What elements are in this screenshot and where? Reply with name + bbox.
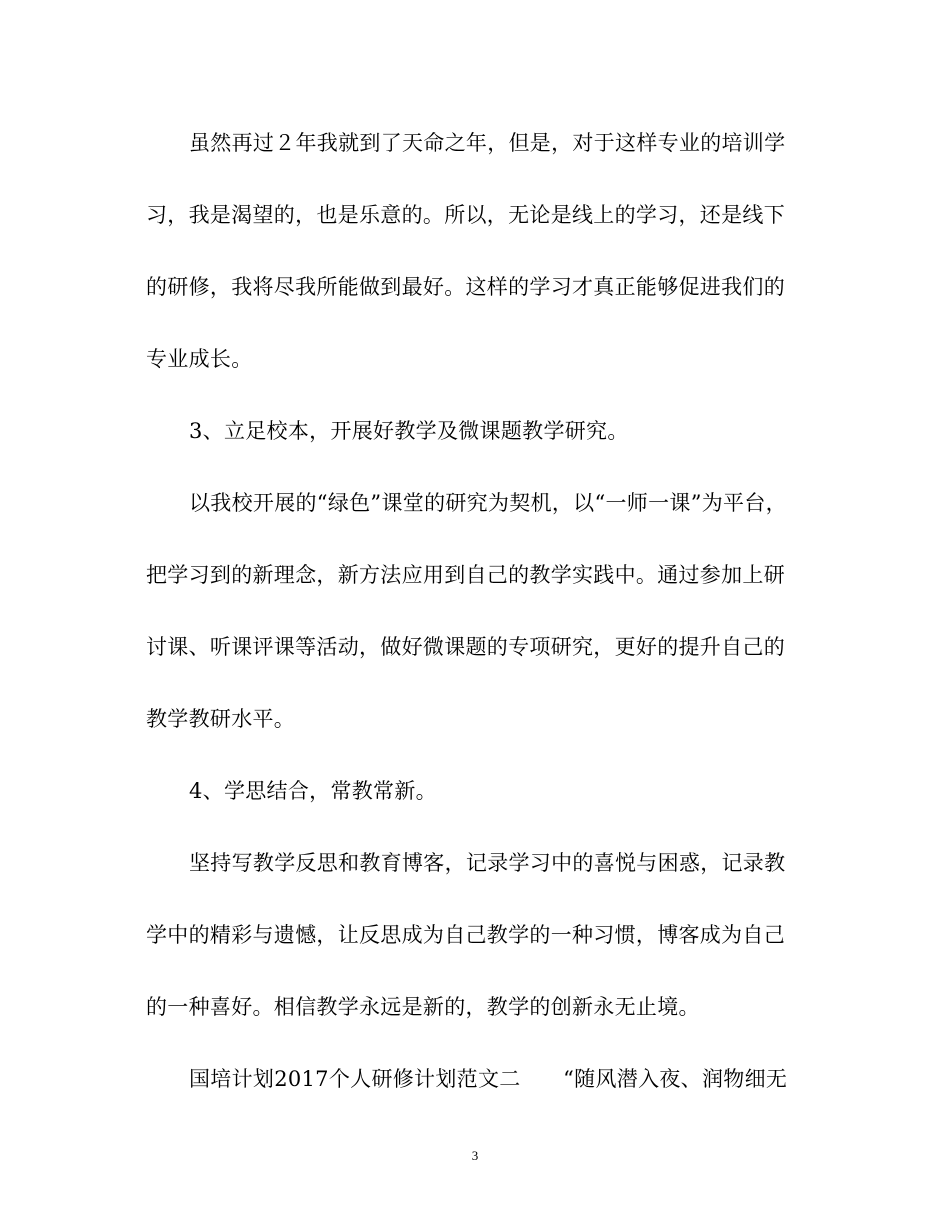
paragraph-line: 专业成长。 [146, 347, 253, 371]
paragraph-line: 坚持写教学反思和教育博客，记录学习中的喜悦与困惑，记录教 [189, 851, 786, 875]
paragraph-line: 教学教研水平。 [146, 707, 296, 731]
page-number: 3 [471, 1148, 479, 1163]
paragraph-line: 把学习到的新理念，新方法应用到自己的教学实践中。通过参加上研 [146, 563, 785, 587]
paragraph-line: 习，我是渴望的，也是乐意的。所以，无论是线上的学习，还是线下 [146, 203, 785, 227]
paragraph-line: 讨课、听课评课等活动，做好微课题的专项研究，更好的提升自己的 [146, 635, 785, 659]
paragraph-line: 以我校开展的“绿色”课堂的研究为契机，以“一师一课”为平台， [189, 491, 787, 515]
paragraph-line: 的一种喜好。相信教学永远是新的，教学的创新永无止境。 [146, 995, 700, 1019]
paragraph-line: 国培计划2017个人研修计划范文二 “随风潜入夜、润物细无 [189, 1067, 788, 1091]
section-heading: 4、学思结合，常教常新。 [189, 779, 437, 803]
section-heading: 3、立足校本，开展好教学及微课题教学研究。 [189, 419, 629, 443]
paragraph-line: 学中的精彩与遗憾，让反思成为自己教学的一种习惯，博客成为自己 [146, 923, 785, 947]
paragraph-line: 的研修，我将尽我所能做到最好。这样的学习才真正能够促进我们的 [146, 275, 785, 299]
paragraph-line: 虽然再过２年我就到了天命之年，但是，对于这样专业的培训学 [189, 131, 786, 155]
